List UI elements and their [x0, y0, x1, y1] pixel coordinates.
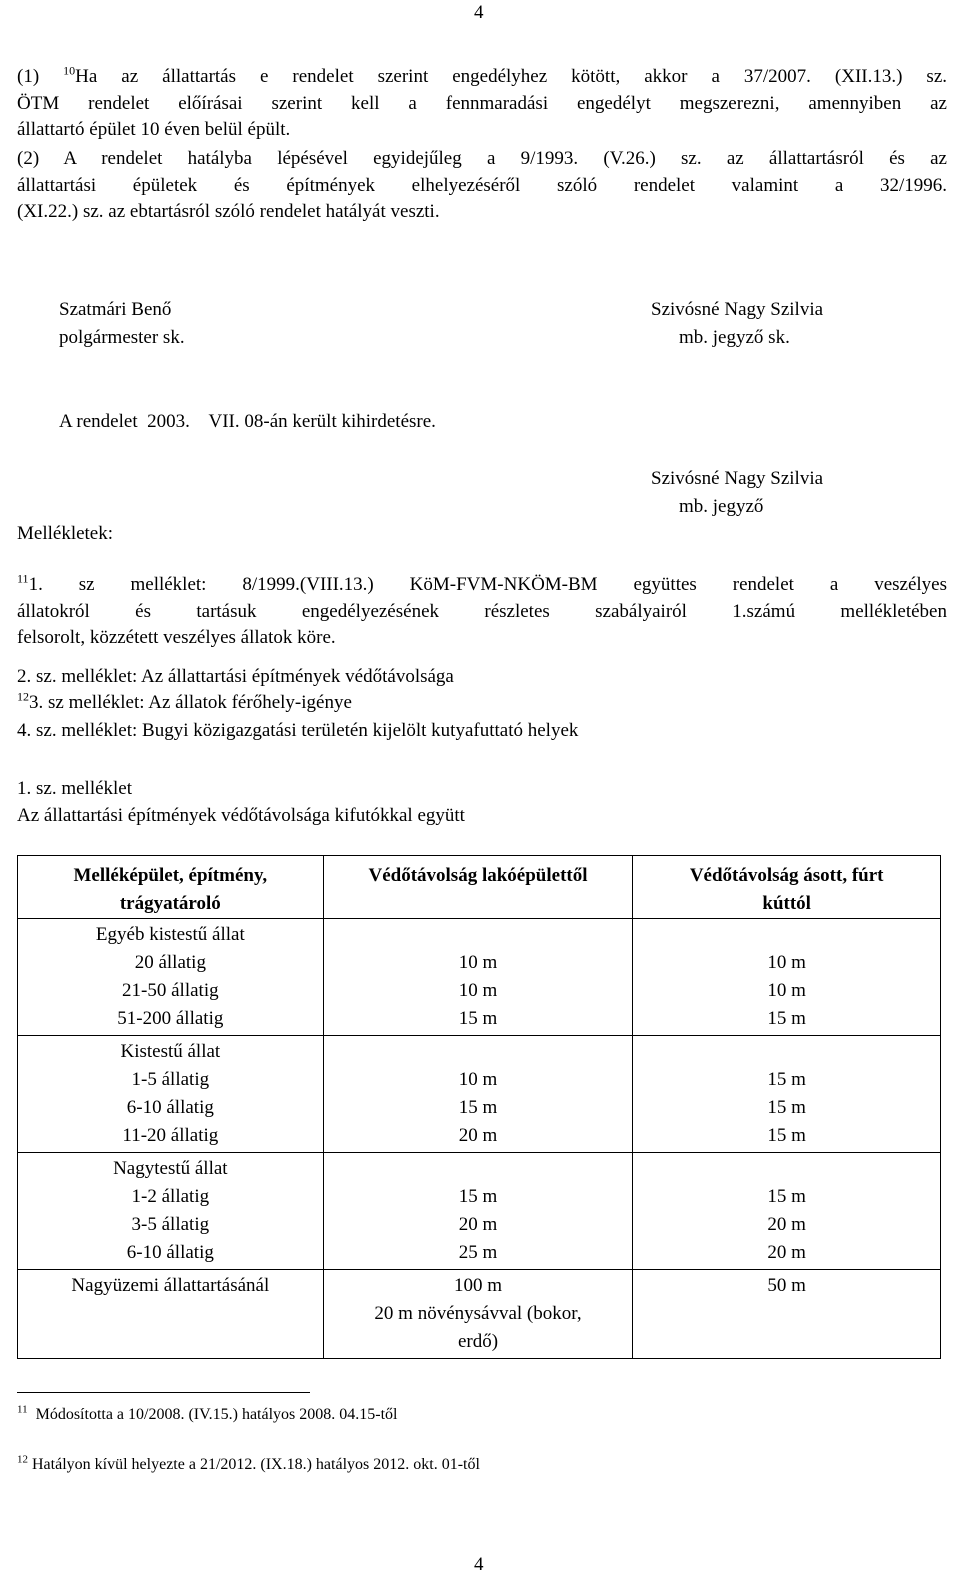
page-number-top: 4 [474, 2, 484, 23]
signature-left-name: Szatmári Benő [59, 299, 172, 320]
table-cell-well: 50 m [633, 1270, 941, 1359]
paragraph-1 [17, 64, 947, 144]
table-cell-residential: 15 m 20 m 25 m [323, 1153, 633, 1270]
footnote-12: $^{12}$ Hatályon kívül helyezte a 21/2012. (IX.18.) hatályos 2012. okt. 01-től [17, 1453, 480, 1473]
paragraph-2-line-3: (XI.22.) sz. az ebtartásról szóló rendelet hatályát veszti. [17, 201, 440, 222]
annex-1-title: 1. sz. melléklet [17, 778, 133, 799]
signature-right-name: Szivósné Nagy Szilvia [651, 299, 824, 320]
annex-item-4: 4. sz. melléklet: Bugyi közigazgatási területén kijelölt kutyafuttató helyek [17, 720, 579, 741]
annexes-heading: Mellékletek: [17, 523, 114, 544]
annex-item-1-line-2: állatokról és tartásuk engedélyezésének részletes szabályairól 1.számú mellékletében [17, 600, 947, 622]
table-header-well-distance: Védőtávolság ásott, fúrt kúttól [633, 856, 941, 919]
promulgation-right-title: mb. jegyző [679, 496, 764, 517]
paragraph-2 [17, 146, 947, 226]
table-header-residential-distance: Védőtávolság lakóépülettől [323, 856, 633, 919]
paragraph-1-line-2: ÖTM rendelet előírásai szerint kell a fennmaradási engedélyt megszerezni, amennyiben az [17, 92, 947, 114]
paragraph-2-line-2: állattartási épületek és építmények elhelyezéséről szóló rendelet valamint a 32/1996. [17, 174, 947, 196]
annex-item-1 [17, 572, 947, 652]
table-cell-category: Nagytestű állat 1-2 állatig 3-5 állatig 6-10 állatig [18, 1153, 324, 1270]
page-number-bottom: 4 [474, 1554, 484, 1575]
table-cell-well: 10 m 10 m 15 m [633, 919, 941, 1036]
table-row [18, 919, 941, 1036]
table-cell-residential: 10 m 15 m 20 m [323, 1036, 633, 1153]
footnote-separator [17, 1392, 310, 1393]
table-cell-well: 15 m 20 m 20 m [633, 1153, 941, 1270]
table-cell-residential: 100 m 20 m növénysávval (bokor, erdő) [323, 1270, 633, 1359]
table-cell-residential: 10 m 10 m 15 m [323, 919, 633, 1036]
annex-item-1-line-1: $^{11}$1. sz melléklet: 8/1999.(VIII.13.) KöM-FVM-NKÖM-BM együttes rendelet a veszélyes [17, 571, 947, 595]
table-row [18, 1270, 941, 1359]
protection-distance-table [17, 855, 941, 1359]
promulgation-right-name: Szivósné Nagy Szilvia [651, 468, 824, 489]
footnote-ref-10: 10 [63, 63, 76, 78]
paragraph-1-line-1: (1) $^{10}$Ha az állattartás e rendelet szerint engedélyhez kötött, akkor a 37/2007. (XII.13.) sz. [17, 63, 948, 87]
table-header-building: Melléképület, építmény, trágyatároló [18, 856, 324, 919]
footnote-11: $^{11}$ Módosította a 10/2008. (IV.15.) hatályos 2008. 04.15-től [17, 1403, 398, 1423]
footnote-ref-11: 11 [17, 571, 29, 586]
table-row [18, 1153, 941, 1270]
table-cell-well: 15 m 15 m 15 m [633, 1036, 941, 1153]
footnote-ref-12: 12 [17, 689, 29, 704]
paragraph-1-line-3: állattartó épület 10 éven belül épült. [17, 119, 291, 140]
signature-right-title: mb. jegyző sk. [679, 327, 790, 348]
table-cell-category: Nagyüzemi állattartásánál [18, 1270, 324, 1359]
signature-left-title: polgármester sk. [59, 327, 185, 348]
annex-item-2: 2. sz. melléklet: Az állattartási építmények védőtávolsága [17, 666, 454, 687]
annex-1-subtitle: Az állattartási építmények védőtávolsága kifutókkal együtt [17, 805, 465, 826]
table-cell-category: Kistestű állat 1-5 állatig 6-10 állatig 11-20 állatig [18, 1036, 324, 1153]
promulgation-text: A rendelet 2003. VII. 08-án került kihirdetésre. [59, 411, 436, 432]
table-row [18, 1036, 941, 1153]
annex-item-3: $^{12}$3. sz melléklet: Az állatok férőhely-igénye [17, 689, 352, 713]
annex-item-1-line-3: felsorolt, közzétett veszélyes állatok köre. [17, 627, 336, 648]
table-cell-category: Egyéb kistestű állat 20 állatig 21-50 állatig 51-200 állatig [18, 919, 324, 1036]
table-header-row [18, 856, 941, 919]
paragraph-2-line-1: (2) A rendelet hatályba lépésével egyidejűleg a 9/1993. (V.26.) sz. az állattartásról és az [17, 148, 947, 169]
